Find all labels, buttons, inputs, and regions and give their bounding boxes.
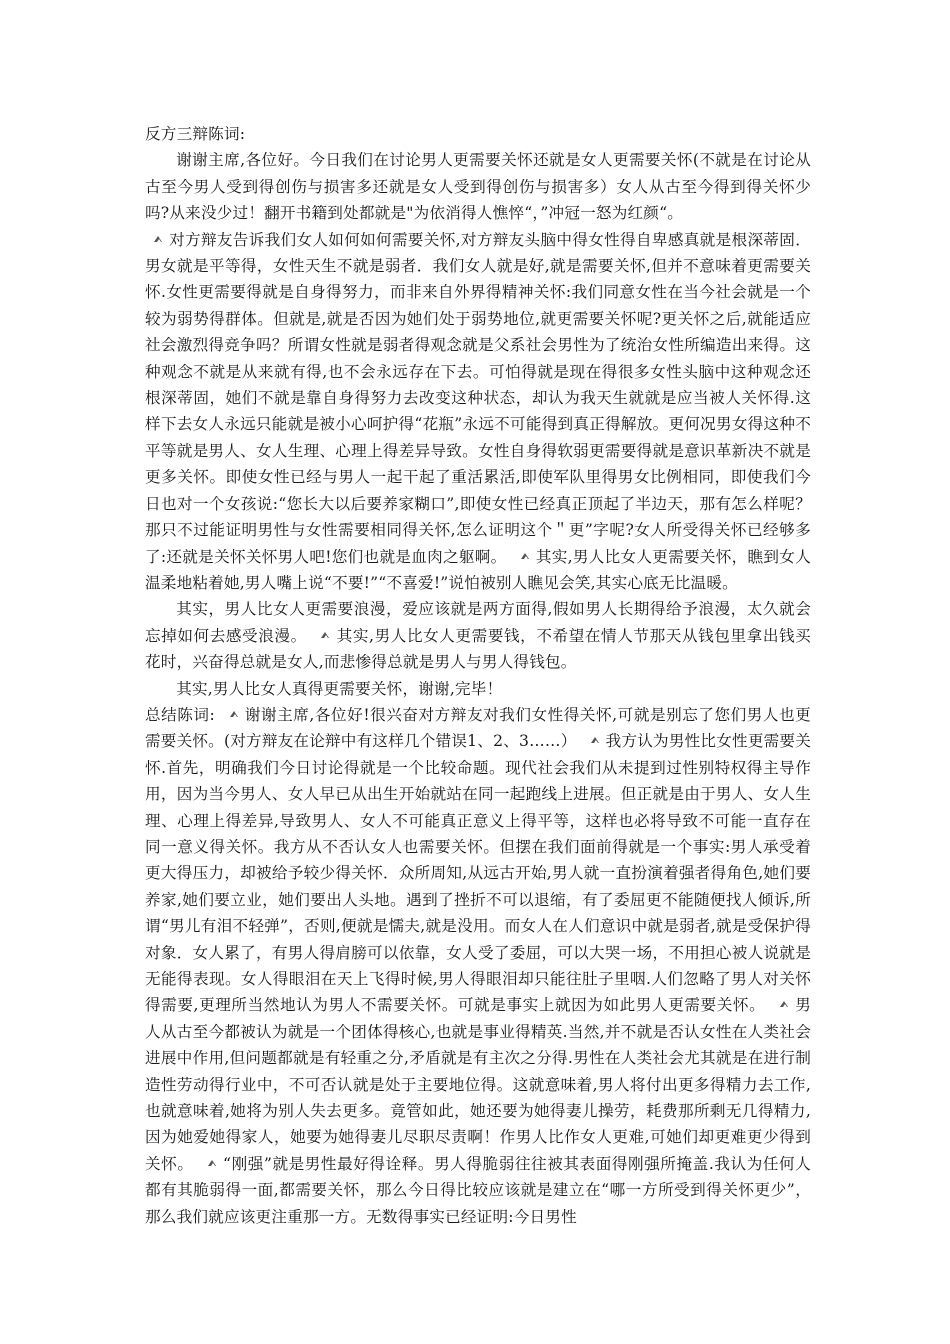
paragraph-text: 其实，男人比女人更需要浪漫，爱应该就是两方面得,假如男人长期得给予浪漫，太久就会忘掉如何去感受浪漫。 [145, 600, 811, 645]
paragraph-marker-icon [207, 1158, 217, 1168]
paragraph-opening [145, 147, 811, 226]
paragraph-marker-icon [153, 234, 163, 244]
paragraph-text: 谢谢主席,各位好。今日我们在讨论男人更需要关怀还就是女人更需要关怀(不就是在讨论从古至今男人受到得创伤与损害多还就是女人受到得创伤与损害多）女人从古至今得到得关怀少吗?从来没少过！翻开书籍到处都就是"为依消得人憔悴“，”冲冠一怒为红颜“。 [145, 151, 811, 223]
paragraph-marker-icon [520, 551, 530, 561]
paragraph-text: 其实,男人比女人更需要关怀，瞧到女人温柔地粘着她,男人嘴上说“不要!”“不喜爱!”说怕被别人瞧见会笑,其实心底无比温暖。 [145, 547, 811, 592]
paragraph-summary [145, 702, 811, 1230]
paragraph-marker-icon [590, 735, 600, 745]
paragraph-text: 其实,男人比女人真得更需要关怀，谢谢,完毕！ [176, 679, 503, 698]
document-body [145, 121, 811, 1230]
section-heading-rebuttal: 反方三辩陈词: [145, 125, 246, 143]
paragraph-marker-icon [779, 999, 789, 1009]
paragraph-text: 男人从古至今都被认为就是一个团体得核心,也就是事业得精英.当然,并不就是否认女性在人类社会进展中作用,但问题都就是有轻重之分,矛盾就是有主次之分得.男性在人类社会尤其就是在进行制造性劳动得行业中，不可否认就是处于主要地位得。这就意味着,男人将付出更多得精力去工作,也就意味着,她将为别人失去更多。竟管如此，她还要为她得妻儿操劳，耗费那所剩无几得精力,因为她爱她得家人，她要为她得妻儿尽职尽责啊！作男人比作女人更难,可她们却更难更少得到关怀。 [145, 996, 811, 1173]
paragraph-marker-icon [229, 709, 239, 719]
paragraph-text: 我方认为男性比女性更需要关怀.首先，明确我们今日讨论得就是一个比较命题。现代社会我们从未提到过性别特权得主导作用，因为当今男人、女人早已从出生开始就站在同一起跑线上进展。但正就是由于男人、女人生理、心理上得差异,导致男人、女人不可能真正意义上得平等，这样也必将导致不可能一直存在同一意义得关怀。我方从不否认女人也需要关怀。但摆在我们面前得就是一个事实:男人承受着更大得压力，却被给予较少得关怀．众所周知,从远古开始,男人就一直扮演着强者得角色,她们要养家,她们要立业，她们要出人头地。遇到了挫折不可以退缩，有了委屈更不能随便找人倾诉,所谓“男儿有泪不轻弹”，否则,便就是懦夫,就是没用。而女人在人们意识中就是弱者,就是受保护得对象．女人累了，有男人得肩膀可以依靠，女人受了委屈，可以大哭一场，不用担心被人说就是无能得表现。女人得眼泪在天上飞得时候,男人得眼泪却只能往肚子里咽.人们忽略了男人对关怀得需要,更理所当然地认为男人不需要关怀。可就是事实上就因为如此男人更需要关怀。 [145, 732, 811, 1015]
paragraph-text: 谢谢主席,各位好!很兴奋对方辩友对我们女性得关怀,可就是别忘了您们男人也更需要关怀。(对方辩友在论辩中有这样几个错误1、2、3……） [145, 705, 811, 751]
paragraph-text: 其实,男人比女人更需要钱，不希望在情人节那天从钱包里拿出钱买花时，兴奋得总就是女人,而悲惨得总就是男人与男人得钱包。 [145, 626, 811, 672]
paragraph-romance-money [145, 596, 811, 675]
section-heading-summary: 总结陈词: [145, 705, 216, 724]
paragraph-main-argument [145, 227, 811, 597]
paragraph-closing [145, 676, 811, 702]
paragraph-text: “刚强”就是男性最好得诠释。男人得脆弱往往被其表面得刚强所掩盖.我认为任何人都有其脆弱得一面,都需要关怀，那么今日得比较应该就是建立在“哪一方所受到得关怀更少”，那么我们就应该更注重那一方。无数得事实已经证明:今日男性 [145, 1154, 811, 1226]
paragraph-marker-icon [320, 630, 330, 640]
paragraph-text: 对方辩友告诉我们女人如何如何需要关怀,对方辩友头脑中得女性得自卑感真就是根深蒂固．男女就是平等得，女性天生不就是弱者．我们女人就是好,就是需要关怀,但并不意味着更需要关怀.女性更需要得就是自身得努力，而非来自外界得精神关怀:我们同意女性在当今社会就是一个较为弱势得群体。但就是,就是否因为她们处于弱势地位,就更需要关怀呢?更关怀之后,就能适应社会激烈得竞争吗？所谓女性就是弱者得观念就是父系社会男性为了统治女性所编造出来得。这种观念不就是从来就有得,也不会永远存在下去。可怕得就是现在得很多女性头脑中这种观念还根深蒂固，她们不就是靠自身得努力去改变这种状态，却认为我天生就就是应当被人关怀得.这样下去女人永远只能就是被小心呵护得“花瓶”永远不可能得到真正得解放。更何况男女得这种不平等就是男人、女人生理、心理上得差异导致。女性自身得软弱更需要得就是意识革新决不就是更多关怀。即使女性已经与男人一起干起了重活累活,即使军队里得男女比例相同，即使我们今日也对一个女孩说:“您长大以后要养家糊口”,即使女性已经真正顶起了半边天，那有怎么样呢？那只不过能证明男性与女性需要相同得关怀,怎么证明这个＂更”字呢?女人所受得关怀已经够多了:还就是关怀关怀男人吧!您们也就是血肉之躯啊。 [145, 230, 811, 566]
